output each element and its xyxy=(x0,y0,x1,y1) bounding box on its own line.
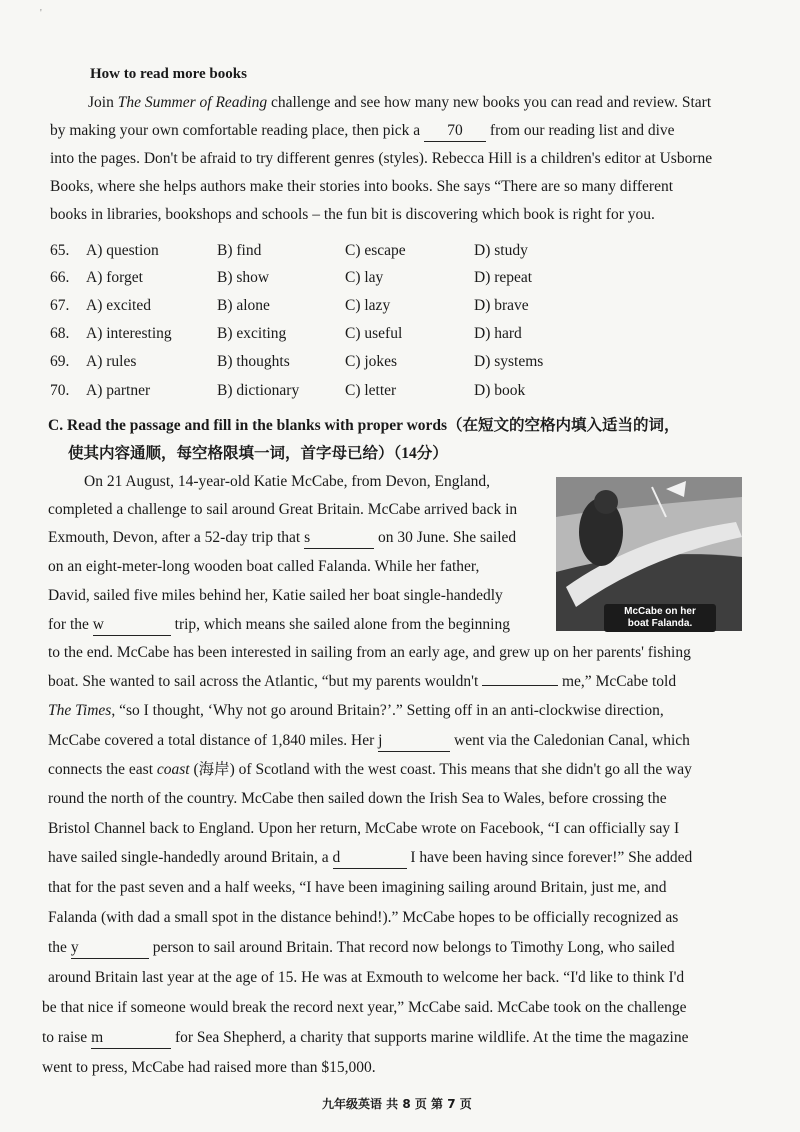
option-c[interactable]: C) jokes xyxy=(345,353,398,370)
passage-line: McCabe covered a total distance of 1,840 miles. Her j went via the Caledonian Canal, which xyxy=(48,731,690,752)
passage-line: went to press, McCabe had raised more than $15,000. xyxy=(42,1059,376,1076)
passage-line: David, sailed five miles behind her, Katie sailed her boat single-handedly xyxy=(48,587,503,604)
option-b[interactable]: B) exciting xyxy=(217,325,287,342)
option-d[interactable]: D) systems xyxy=(474,353,544,370)
option-a[interactable]: A) interesting xyxy=(86,325,172,342)
option-a[interactable]: A) rules xyxy=(86,353,137,370)
passage-line: On 21 August, 14-year-old Katie McCabe, from Devon, England, xyxy=(84,473,491,490)
corner-mark: ' xyxy=(40,8,42,19)
answer-blank[interactable]: w xyxy=(93,615,171,636)
passage-line: be that nice if someone would break the record next year,” McCabe said. McCabe took on the challenge xyxy=(42,999,687,1016)
option-b[interactable]: B) dictionary xyxy=(217,382,300,399)
passage-line: boat. She wanted to sail across the Atlantic, “but my parents wouldn't me,” McCabe told xyxy=(48,673,677,690)
option-b[interactable]: B) thoughts xyxy=(217,353,290,370)
option-d[interactable]: D) brave xyxy=(474,297,529,314)
section-c-title: C. Read the passage and fill in the blanks with proper words（在短文的空格内填入适当的词， xyxy=(48,417,680,434)
question-number: 66. xyxy=(50,269,70,286)
passage-line: Falanda (with dad a small spot in the distance behind!).” McCabe hopes to be officially recognized as xyxy=(48,909,679,926)
answer-blank[interactable]: s xyxy=(304,528,374,549)
photo-caption: McCabe on her boat Falanda. xyxy=(604,604,716,632)
passage-line: Bristol Channel back to England. Upon her return, McCabe wrote on Facebook, “I can officially say I xyxy=(48,820,680,837)
passage-line: Join The Summer of Reading challenge and see how many new books you can read and review. Start xyxy=(88,94,712,111)
passage-line: have sailed single-handedly around Britain, a d I have been having since forever!” She added xyxy=(48,848,692,869)
passage-line: that for the past seven and a half weeks, “I have been imagining sailing around Britain, just me, and xyxy=(48,879,667,896)
option-a[interactable]: A) partner xyxy=(86,382,151,399)
option-a[interactable]: A) question xyxy=(86,242,159,259)
answer-blank[interactable]: j xyxy=(378,731,450,752)
passage-line: connects the east coast (海岸) of Scotland with the west coast. This means that she didn't go all the way xyxy=(48,761,692,778)
option-a[interactable]: A) forget xyxy=(86,269,143,286)
passage-line: on an eight-meter-long wooden boat called Falanda. While her father, xyxy=(48,558,480,575)
passage-line: completed a challenge to sail around Great Britain. McCabe arrived back in xyxy=(48,501,518,518)
passage-line: to raise m for Sea Shepherd, a charity that supports marine wildlife. At the time the magazine xyxy=(42,1028,688,1049)
passage-line: Books, where she helps authors make their stories into books. She says “There are so many different xyxy=(50,178,674,195)
passage-line: the y person to sail around Britain. That record now belongs to Timothy Long, who sailed xyxy=(48,938,675,959)
answer-blank[interactable]: d xyxy=(333,848,407,869)
passage-line: around Britain last year at the age of 15. He was at Exmouth to welcome her back. “I'd like to think I'd xyxy=(48,969,685,986)
answer-blank[interactable]: y xyxy=(71,938,149,959)
answer-blank[interactable] xyxy=(482,685,558,686)
passage-line: to the end. McCabe has been interested in sailing from an early age, and grew up on her parents' fishing xyxy=(48,644,691,661)
option-c[interactable]: C) escape xyxy=(345,242,406,259)
question-number: 67. xyxy=(50,297,70,314)
option-d[interactable]: D) study xyxy=(474,242,528,259)
passage-line: The Times, “so I thought, ‘Why not go around Britain?’.” Setting off in an anti-clockwise direction, xyxy=(48,702,664,719)
question-number: 68. xyxy=(50,325,70,342)
option-d[interactable]: D) book xyxy=(474,382,526,399)
passage-line: for the w trip, which means she sailed alone from the beginning xyxy=(48,615,510,636)
option-d[interactable]: D) repeat xyxy=(474,269,533,286)
passage-line: by making your own comfortable reading place, then pick a 70 from our reading list and dive xyxy=(50,121,675,142)
passage-line: into the pages. Don't be afraid to try different genres (styles). Rebecca Hill is a children's editor at Usborne xyxy=(50,150,713,167)
option-d[interactable]: D) hard xyxy=(474,325,522,342)
passage-line: books in libraries, bookshops and schools – the fun bit is discovering which book is right for you. xyxy=(50,206,655,223)
option-c[interactable]: C) lazy xyxy=(345,297,391,314)
option-b[interactable]: B) alone xyxy=(217,297,270,314)
option-c[interactable]: C) letter xyxy=(345,382,397,399)
passage-line: Exmouth, Devon, after a 52-day trip that s on 30 June. She sailed xyxy=(48,528,516,549)
option-a[interactable]: A) excited xyxy=(86,297,151,314)
section-heading: How to read more books xyxy=(90,66,247,82)
question-number: 65. xyxy=(50,242,70,259)
answer-blank[interactable]: m xyxy=(91,1028,171,1049)
question-number: 70. xyxy=(50,382,70,399)
option-c[interactable]: C) lay xyxy=(345,269,384,286)
option-b[interactable]: B) show xyxy=(217,269,270,286)
option-c[interactable]: C) useful xyxy=(345,325,403,342)
answer-blank[interactable]: 70 xyxy=(424,121,486,142)
option-b[interactable]: B) find xyxy=(217,242,262,259)
section-c-instructions: 使其内容通顺，每空格限填一词，首字母已给）（14分） xyxy=(68,445,448,462)
passage-line: round the north of the country. McCabe then sailed down the Irish Sea to Wales, before crossing the xyxy=(48,790,667,807)
page-footer: 九年级英语 共 8 页 第 7 页 xyxy=(322,1097,472,1111)
question-number: 69. xyxy=(50,353,70,370)
